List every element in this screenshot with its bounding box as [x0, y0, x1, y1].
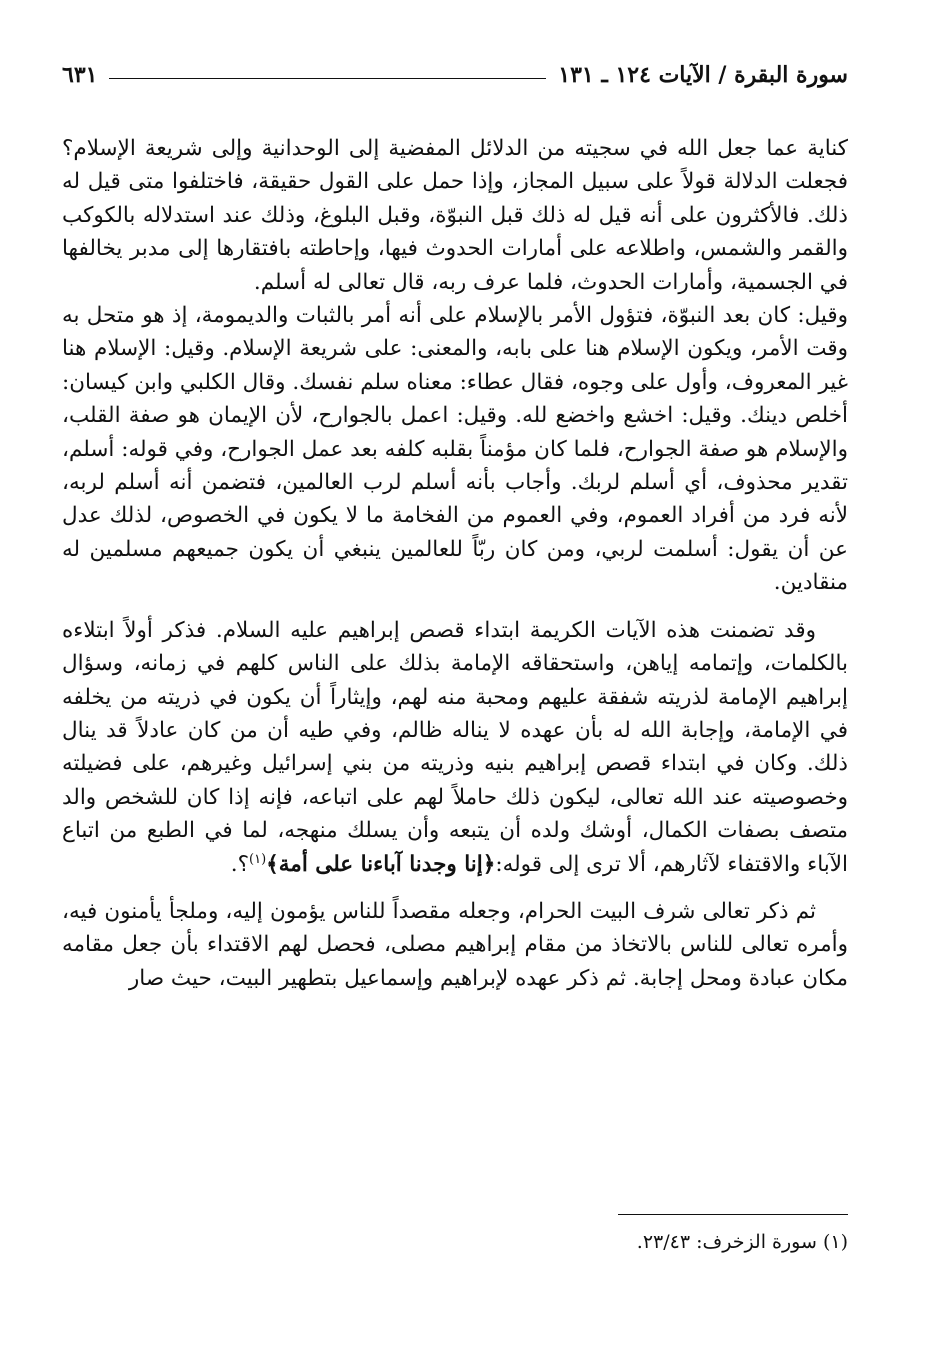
- footnote-1: (١) سورة الزخرف: ٢٣/٤٣.: [636, 1231, 848, 1253]
- paragraph-3: [62, 614, 848, 881]
- body-text: [62, 132, 848, 995]
- header-rule: [109, 78, 546, 79]
- paragraph-2: وقيل: كان بعد النبوّة، فتؤول الأمر بالإسلام على أنه أمر بالثبات والديمومة، إذ هو متحل به وقت الأمر، ويكون الإسلام هنا على بابه، والمعنى: على شريعة الإسلام. وقيل: الإسلام هنا غير المعروف، وأول على وجوه، فقال عطاء: معناه سلم نفسك. وقال الكلبي وابن كيسان: أخلص دينك. وقيل: اخشع واخضع لله. وقيل: اعمل بالجوارح، لأن الإيمان هو صفة القلب، والإسلام هو صفة الجوارح، فلما كان مؤمناً بقلبه كلفه بعد عمل الجوارح، وفي قوله: أسلم، تقدير محذوف، أي أسلم لربك. وأجاب بأنه أسلم لرب العالمين، فتضمن أنه أسلم لربه، لأنه فرد من أفراد العموم، وفي العموم من الفخامة ما لا يكون في الخصوص، لذلك عدل عن أن يقول: أسلمت لربي، ومن كان ربّاً للعالمين ينبغي أن يكون جميعهم مسلمين له منقادين.: [62, 303, 848, 596]
- paragraph-3-tail: ؟.: [230, 851, 250, 877]
- running-header: [62, 52, 848, 98]
- paragraph-3-text: وقد تضمنت هذه الآيات الكريمة ابتداء قصص إبراهيم عليه السلام. فذكر أولاً ابتلاءه بالكلمات، وإتمامه إياهن، واستحقاقه الإمامة بذلك على الناس كلهم في زمانه، وسؤال إبراهيم الإمامة لذريته شفقة عليهم ومحبة منه لهم، وإيثاراً أن يكون في ذريته من يخلفه في الإمامة، وإجابة الله له بأن عهده لا يناله ظالم، وفي طيه أن من كان عادلاً قد ينال ذلك. وكان في ابتداء قصص إبراهيم بنيه وذريته من بني إسرائيل وغيرهم، على فضيلته وخصوصيته عند الله تعالى، ليكون ذلك حاملاً لهم على اتباعه، فإنه إذا كان للشخص والد متصف بصفات الكمال، أوشك ولده أن يتبعه وأن يسلك منهجه، لما في الطبع من اتباع الآباء والاقتفاء لآثارهم، ألا ترى إلى قوله:: [62, 617, 848, 877]
- page-number: ٦٣١: [62, 62, 98, 88]
- footnote-rule: [618, 1214, 848, 1215]
- paragraph-4: ثم ذكر تعالى شرف البيت الحرام، وجعله مقصداً للناس يؤمون إليه، وملجأ يأمنون فيه، وأمره تعالى للناس بالاتخاذ من مقام إبراهيم مصلى، فحصل لهم الاقتداء بأن جعل مقامه مكان عبادة ومحل إجابة. ثم ذكر عهده لإبراهيم وإسماعيل بتطهير البيت، حيث صار: [62, 898, 848, 991]
- footnotes-section: [62, 1214, 848, 1255]
- chapter-title: سورة البقرة / الآيات ١٢٤ ـ ١٣١: [558, 62, 848, 88]
- paragraph-1: كناية عما جعل الله في سجيته من الدلائل المفضية إلى الوحدانية وإلى شريعة الإسلام؟ فجعلت الدلالة قولاً على سبيل المجاز، وإذا حمل على القول حقيقة، فاختلفوا متى قيل له ذلك. فالأكثرون على أنه قيل له ذلك قبل النبوّة، وقبل البلوغ، وذلك عند استدلاله بالكوكب والقمر والشمس، واطلاعه على أمارات الحدوث فيها، وإحاطته بافتقارها إلى مدبر يخالفها في الجسمية، وأمارات الحدوث، فلما عرف ربه، قال تعالى له أسلم.: [62, 136, 848, 295]
- footnote-reference[interactable]: (١): [249, 851, 267, 867]
- book-page: [62, 52, 848, 1312]
- quran-quote: ﴿إنا وجدنا آباءنا على أمة﴾: [266, 851, 496, 877]
